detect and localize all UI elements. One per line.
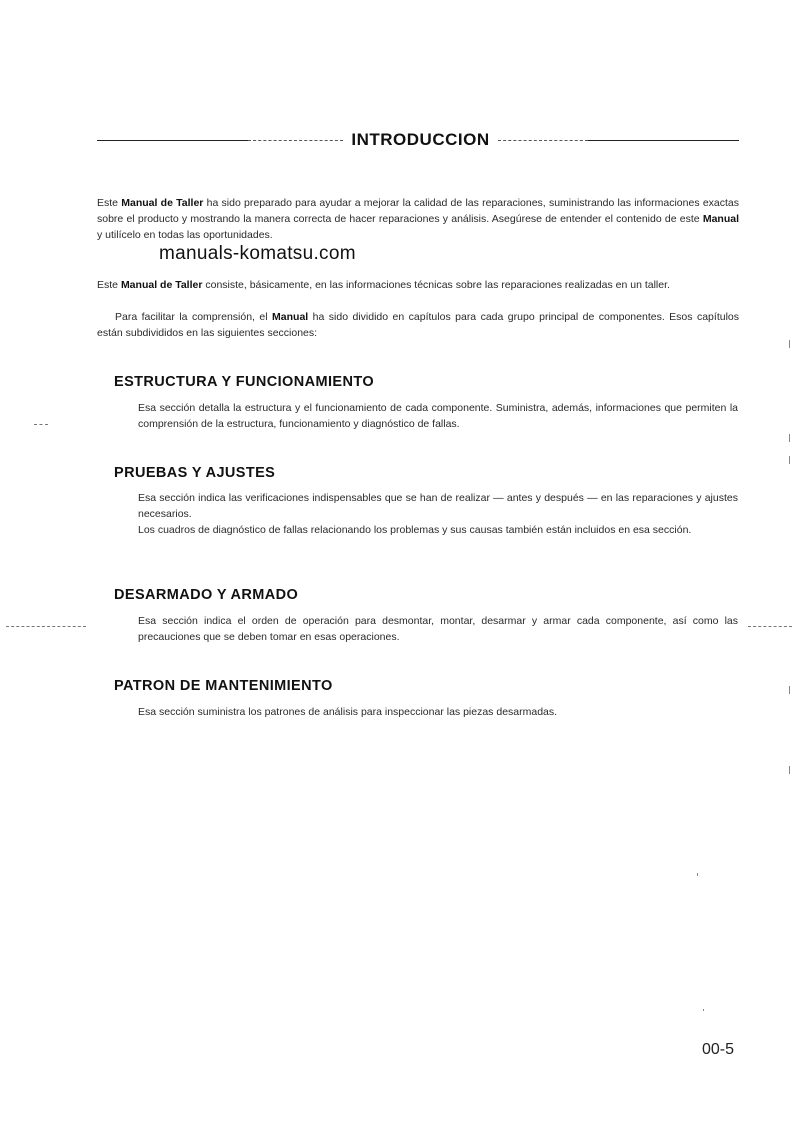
manual-de-taller-bold: Manual de Taller xyxy=(120,279,203,291)
section-heading-patron: PATRON DE MANTENIMIENTO xyxy=(114,678,333,694)
title-rule-left-dotted xyxy=(248,140,343,141)
section-body-estructura: Esa sección detalla la estructura y el funcionamiento de cada componente. Suministra, además, informaciones que permiten la comprensión de la estructura, funcionamiento y diagnóstico de fallas. xyxy=(138,402,738,430)
scan-tick xyxy=(789,766,790,774)
section-body-pruebas: Esa sección indica las verificaciones indispensables que se han de realizar — antes y después — en las reparaciones y ajustes necesarios. Los cuadros de diagnóstico de fallas relacionando los problemas y sus causas también están incluidos en esa sección. xyxy=(138,492,738,536)
title-rule-right xyxy=(588,140,739,141)
section-heading-pruebas: PRUEBAS Y AJUSTES xyxy=(114,465,276,481)
intro-paragraph-3: Para facilitar la comprensión, el Manual ha sido dividido en capítulos para cada grupo principal de componentes. Esos capítulos están subdivididos en las siguientes secciones: xyxy=(97,311,739,339)
intro-paragraph-1: Este Manual de Taller ha sido preparado para ayudar a mejorar la calidad de las reparaciones, suministrando las informaciones exactas sobre el producto y mostrando la manera correcta de hacer reparaciones y análisis. Asegúrese de entender el contenido de este Manual y utilícelo en todas las oportunidades. xyxy=(97,197,739,241)
scan-tick xyxy=(697,873,698,876)
page-number: 00-5 xyxy=(702,1041,735,1058)
section-body-desarmado: Esa sección indica el orden de operación para desmontar, montar, desarmar y armar cada componente, así como las precauciones que se deben tomar en esas operaciones. xyxy=(138,615,738,643)
scan-tick xyxy=(789,434,790,442)
manual-de-taller-bold: Manual de Taller xyxy=(121,197,204,209)
section-heading-estructura: ESTRUCTURA Y FUNCIONAMIENTO xyxy=(114,374,374,390)
section-heading-desarmado: DESARMADO Y ARMADO xyxy=(114,587,299,603)
title-rule-right-dotted xyxy=(498,140,588,141)
scan-tick xyxy=(789,456,790,464)
title-row xyxy=(97,128,739,152)
scan-mark xyxy=(34,424,48,425)
section-body-patron: Esa sección suministra los patrones de análisis para inspeccionar las piezas desarmadas. xyxy=(138,706,558,718)
scan-tick xyxy=(789,340,790,348)
watermark-text: manuals-komatsu.com xyxy=(159,243,356,264)
scan-tick xyxy=(789,686,790,694)
page-title: INTRODUCCION xyxy=(351,130,490,149)
intro-paragraph-2: Este Manual de Taller consiste, básicamente, en las informaciones técnicas sobre las reparaciones realizadas en un taller. xyxy=(97,279,670,291)
scan-mark xyxy=(6,626,86,627)
scan-tick xyxy=(703,1009,704,1011)
manual-bold: Manual xyxy=(272,311,309,323)
title-rule-left xyxy=(97,140,248,141)
scan-mark xyxy=(748,626,792,627)
manual-bold: Manual xyxy=(702,213,739,225)
